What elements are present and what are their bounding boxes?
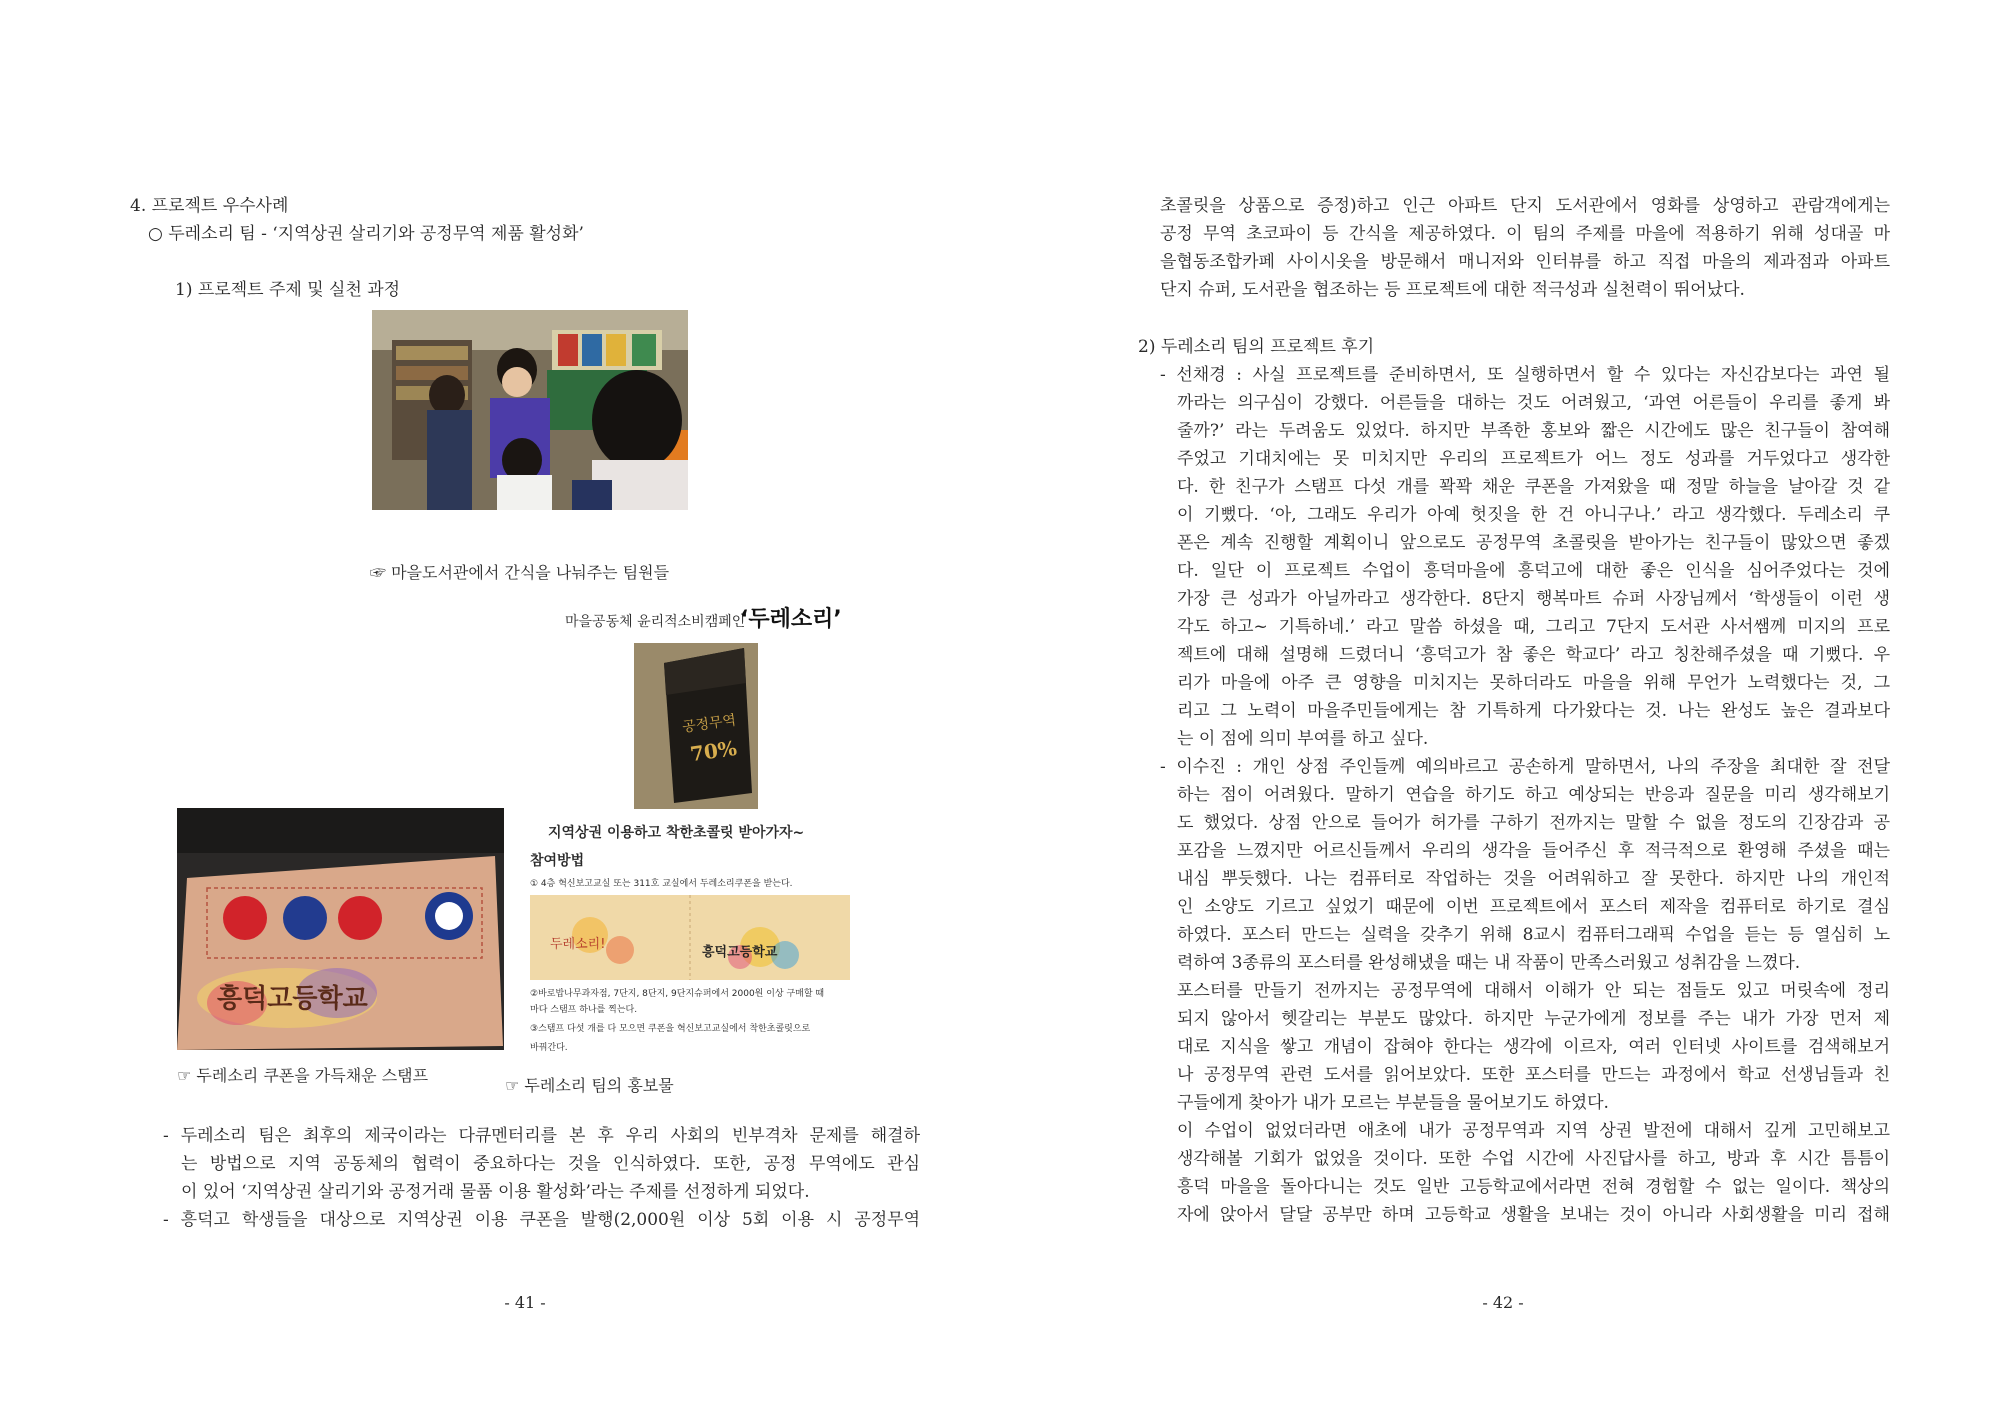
poster-title-main: ‘두레소리’ <box>740 607 842 632</box>
flyer-step3: ③스탬프 다섯 개를 다 모으면 쿠폰을 혁신보고교실에서 착한초콜릿으로 <box>530 1024 811 1034</box>
review-heading: 2) 두레소리 팀의 프로젝트 후기 <box>1138 337 1375 357</box>
photo-library-snacks <box>372 310 688 510</box>
section-heading: 4. 프로젝트 우수사례 <box>130 196 289 216</box>
review2-line: 포감을 느꼈지만 어르신들께서 우리의 생각을 들어주신 후 적극적으로 환영해 주셨을 때는 <box>1177 841 1890 861</box>
review1-line: 는 이 점에 의미 부여를 하고 싶다. <box>1177 729 1429 749</box>
review2-line: 도 했었다. 상점 안으로 들어가 허가를 구하기 전까지는 말할 수 없을 정도의 긴장감과 공 <box>1177 813 1890 833</box>
flyer-step2: ②바로밥나무과자점, 7단지, 8단지, 9단지슈퍼에서 2000원 이상 구매할 때 <box>530 989 825 999</box>
bullet1-line: 는 방법으로 지역 공동체의 협력이 중요하다는 것을 인식하였다. 또한, 공정 무역에도 관심 <box>181 1154 920 1174</box>
review2-line: 인 소양도 기르고 싶었기 때문에 이번 프로젝트에서 포스터 제작을 컴퓨터로 하기로 결심 <box>1177 897 1890 917</box>
flyer-coupon-image <box>530 895 850 980</box>
photo-library-illustration <box>372 310 688 510</box>
review2-line: - 이수진 : 개인 상점 주인들께 예의바르고 공손하게 말하면서, 나의 주장을 최대한 잘 전달 <box>1160 757 1890 777</box>
review1-line: 가장 큰 성과가 아닐까라고 생각한다. 8단지 행복마트 슈퍼 사장님께서 ‘학생들이 이런 생 <box>1177 589 1890 609</box>
review2-line: 포스터를 만들기 전까지는 공정무역에 대해서 이해가 안 되는 점들도 있고 머릿속에 정리 <box>1177 981 1890 1001</box>
bullet1-line: 이 있어 ‘지역상권 살리기와 공정거래 물품 이용 활성화’라는 주제를 선정하게 되었다. <box>181 1182 810 1202</box>
review2-line: 흥덕 마을을 돌아다니는 것도 일반 고등학교에서라면 전혀 경험할 수 없는 일이다. 책상의 <box>1177 1177 1890 1197</box>
flyer-step2b: 마다 스탬프 하나를 찍는다. <box>530 1005 638 1015</box>
photo1-caption: ☞ 마을도서관에서 간식을 나눠주는 팀원들 <box>370 563 670 582</box>
review2-line: 이 수업이 없었더라면 애초에 내가 공정무역과 지역 상권 발전에 대해서 깊게 고민해보고 <box>1177 1121 1890 1141</box>
intro-line: 초콜릿을 상품으로 증정)하고 인근 아파트 단지 도서관에서 영화를 상영하고 관람객에게는 <box>1160 196 1890 216</box>
review2-line: 하는 점이 어려웠다. 말하기 연습을 하기도 하고 예상되는 반응과 질문을 미리 생각해보기 <box>1177 785 1890 805</box>
review1-line: 까라는 의구심이 강했다. 어른들을 대하는 것도 어려웠고, ‘과연 어른들이 우리를 좋게 봐 <box>1177 393 1890 413</box>
review1-line: 폰은 계속 진행할 계획이니 앞으로도 공정무역 초콜릿을 받아가는 친구들이 많았으면 좋겠 <box>1177 533 1890 553</box>
review2-line: 대로 지식을 쌓고 개념이 잡혀야 한다는 생각에 이르자, 여러 인터넷 사이트를 검색해보거 <box>1177 1037 1890 1057</box>
page-number: - 41 - <box>504 1293 546 1312</box>
review1-line: 주었고 기대치에는 못 미치지만 우리의 프로젝트가 어느 정도 성과를 거두었다고 생각한 <box>1177 449 1890 469</box>
intro-line: 을협동조합카페 사이시옷을 방문해서 매니저와 인터뷰를 하고 직접 마을의 제과점과 아파트 <box>1160 252 1890 272</box>
booklet-text: 공정무역 <box>681 712 738 736</box>
flyer-coupon-text2: 흥덕고등학교 <box>702 945 778 960</box>
review2-line: 력하여 3종류의 포스터를 완성해냈을 때는 내 작품이 만족스러웠고 성취감을 느꼈다. <box>1177 953 1801 973</box>
photo-stamp-card <box>177 808 504 1050</box>
sub-heading: 1) 프로젝트 주제 및 실천 과정 <box>175 280 401 300</box>
review1-line: - 선채경 : 사실 프로젝트를 준비하면서, 또 실행하면서 할 수 있다는 자신감보다는 과연 될 <box>1160 365 1890 385</box>
flyer-step1: ① 4층 혁신보고교실 또는 311호 교실에서 두레소리쿠폰을 받는다. <box>530 879 793 889</box>
flyer-method-label: 참여방법 <box>530 853 585 869</box>
page-42 <box>1000 0 2000 1413</box>
team-heading: ○ 두레소리 팀 - ‘지역상권 살리기와 공정무역 제품 활성화’ <box>148 224 584 244</box>
review2-line: 자에 앉아서 달달 공부만 하며 고등학교 생활을 보내는 것이 아니라 사회생활을 미리 접해 <box>1177 1205 1890 1225</box>
review1-line: 리가 마을에 아주 큰 영향을 미치지는 못하더라도 마을을 위해 무언가 노력했다는 것, 그 <box>1177 673 1890 693</box>
booklet-percent: 70% <box>688 735 739 767</box>
review1-line: 리고 그 노력이 마을주민들에게는 참 기특하게 다가왔다는 것. 나는 완성도 높은 결과보다 <box>1177 701 1890 721</box>
flyer-coupon-text1: 두레소리! <box>550 937 606 952</box>
review1-line: 줄까?’ 라는 두려움도 있었다. 하지만 부족한 홍보와 짧은 시간에도 많은 친구들이 참여해 <box>1177 421 1890 441</box>
photo-chocolate-booklet <box>634 643 758 809</box>
bullet2-line: - 흥덕고 학생들을 대상으로 지역상권 이용 쿠폰을 발행(2,000원 이상 5회 이용 시 공정무역 <box>163 1210 920 1230</box>
review2-line: 구들에게 찾아가 내가 모르는 부분들을 물어보기도 하였다. <box>1177 1093 1609 1113</box>
review2-line: 되지 않아서 헷갈리는 부분도 많았다. 하지만 누군가에게 정보를 주는 내가 가장 먼저 제 <box>1177 1009 1890 1029</box>
review2-line: 하였다. 포스터 만드는 실력을 갖추기 위해 8교시 컴퓨터그래픽 수업을 듣는 등 열심히 노 <box>1177 925 1890 945</box>
bullet1-line: - 두레소리 팀은 최후의 제국이라는 다큐멘터리를 본 후 우리 사회의 빈부격차 문제를 해결하 <box>163 1126 920 1146</box>
review2-line: 생각해볼 기회가 없었을 것이다. 또한 수업 시간에 사진답사를 하고, 방과 후 시간 틈틈이 <box>1177 1149 1890 1169</box>
review1-line: 각도 하고~ 기특하네.’ 라고 말씀 하셨을 때, 그리고 7단지 도서관 사서쌤께 미지의 프로 <box>1177 617 1890 637</box>
stamp-caption: ☞ 두레소리 쿠폰을 가득채운 스탬프 <box>177 1066 429 1085</box>
review1-line: 다. 일단 이 프로젝트 수업이 흥덕마을에 흥덕고에 대한 좋은 인식을 심어주었다는 것에 <box>1177 561 1890 581</box>
intro-line: 단지 슈퍼, 도서관을 협조하는 등 프로젝트에 대한 적극성과 실천력이 뛰어났다. <box>1160 280 1745 300</box>
intro-line: 공정 무역 초코파이 등 간식을 제공하였다. 이 팀의 주제를 마을에 적용하기 위해 성대골 마 <box>1160 224 1890 244</box>
flyer-caption: ☞ 두레소리 팀의 홍보물 <box>505 1076 674 1095</box>
page-number: - 42 - <box>1482 1293 1524 1312</box>
review1-line: 다. 한 친구가 스탬프 다섯 개를 꽉꽉 채운 쿠폰을 가져왔을 때 정말 하늘을 날아갈 것 같 <box>1177 477 1890 497</box>
poster-title-prefix: 마을공동체 윤리적소비캠페인 <box>565 614 746 630</box>
flyer-step3b: 바꿔간다. <box>530 1043 568 1053</box>
review1-line: 젝트에 대해 설명해 드렸더니 ‘흥덕고가 참 좋은 학교다’ 라고 칭찬해주셨을 때 기뻤다. 우 <box>1177 645 1890 665</box>
stamp-card-text: 흥덕고등학교 <box>217 984 368 1014</box>
review1-line: 이 기뻤다. ‘아, 그래도 우리가 아예 헛짓을 한 건 아니구나.’ 라고 생각했다. 두레소리 쿠 <box>1177 505 1890 525</box>
review2-line: 내심 뿌듯했다. 나는 컴퓨터로 작업하는 것을 어려워하고 잘 못한다. 하지만 나의 개인적 <box>1177 869 1890 889</box>
flyer-heading: 지역상권 이용하고 착한초콜릿 받아가자~ <box>548 825 805 841</box>
review2-line: 나 공정무역 관련 도서를 읽어보았다. 또한 포스터를 만드는 과정에서 학교 선생님들과 친 <box>1177 1065 1890 1085</box>
